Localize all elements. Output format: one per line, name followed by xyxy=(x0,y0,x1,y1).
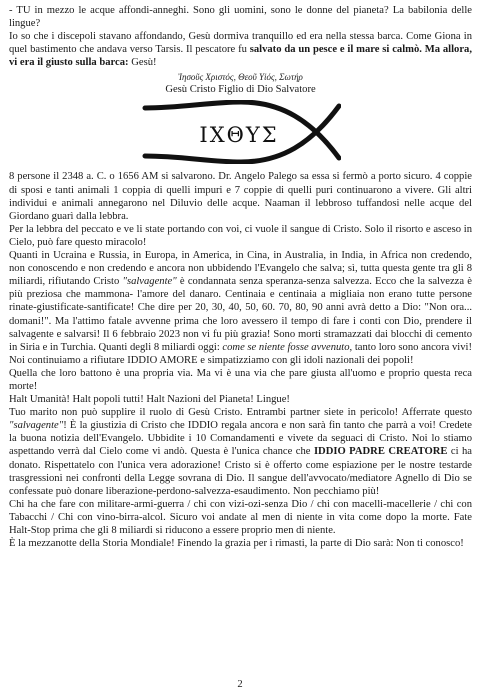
paragraph-way: Quella che loro battono è una propria via. Ma vi è una via che pare giusta all'uomo e proprio questa reca morte! xyxy=(9,367,472,392)
paragraph-partner xyxy=(9,406,472,498)
paragraph-partner-a: Tuo marito non può supplire il ruolo di Gesù Cristo. Entrambi partner siete in pericolo! Afferrate questo xyxy=(9,407,472,419)
paragraph-world-c: , tanto loro sono ancora vivi! Noi continuiamo a rifiutare IDDIO AMORE e simpatizziamo con gli idoli nazionali dei popoli! xyxy=(9,341,472,366)
paragraph-vices: Chi ha che fare con militare-armi-guerra / chi con vizi-ozi-senza Dio / chi con macelli-macellerie / chi con Tabacchi / Chi con vino-birra-alcol. Sicuro voi andate al men di niente in vita come dopo la morte. Fate Halt-Stop prima che gli 8 miliardi si riducono a essere proprio men di niente. xyxy=(9,498,472,536)
paragraph-jonah-bold: salvato da un pesce e il mare si calmò. Ma allora, vi era il giusto sulla barca: xyxy=(9,44,472,69)
paragraph-partner-b: ! È la giustizia di Cristo che IDDIO regala ancora e non sarà fin tanto che parrà a voi! Credete la buona notizia dell'Evangelo. Ubbidite i 10 Comandamenti e vivete da seguaci di Cristo. Noi lo stiamo aspettando verrà dal Cielo come vi andò. Questa è l'unica chance che xyxy=(9,420,472,458)
page-number: 2 xyxy=(237,679,243,690)
paragraph-jonah-end: Gesù! xyxy=(128,57,157,69)
paragraph-partner-em: "salvagente" xyxy=(9,420,64,432)
greek-inscription: Ἰησοῦς Χριστός, Θεοῦ Υἱός, Σωτήρ xyxy=(178,72,303,83)
paragraph-halt: Halt Umanità! Halt popoli tutti! Halt Nazioni del Pianeta! Lingue! xyxy=(9,394,290,406)
paragraph-jonah-text: Io so che i discepoli stavano affondando, Gesù dormiva tranquillo ed era nella stessa barca. Come Giona in quel bastimento che andava verso Tarsis. Il pescatore fu xyxy=(9,31,472,56)
paragraph-midnight: È la mezzanotte della Storia Mondiale! Finendo la grazia per i rimasti, la parte di Dio sarà: Non ti conosco! xyxy=(9,538,464,550)
paragraph-world-a: Quanti in Ucraina e Russia, in Europa, in America, in Cina, in Australia, in India, in Africa non credendo, non conoscendo e non credendo e ancora non ubbidendo l'Evangelo che salva; sì, tutta questa gente tra gli 8 miliardi, rifiutando Cristo xyxy=(9,250,472,288)
paragraph-world-b: è condannata senza speranza-senza salvezza. Ecco che la salvezza è più preziosa che mammona- l'amore del danaro. Centinaia e centinaia a migliaia non erano tutte persone rinate-giustificate-santificate! Che dire per 20, 30, 40, 50, 60. 70, 80, 90 anni avrà detto a Dio: "Non ora... domani!". Ma l'attimo fatale avvenne prima che loro avessero il tempo di fare i conti con Dio, prendere il salvagente e salvarsi! Il 6 febbraio 2023 non vi fu più grazia! Sono morti stramazzati dai blocchi di cemento in Siria e in Turchia. Quanti degli 8 miliardi oggi: xyxy=(9,276,472,353)
paragraph-flood: 8 persone il 2348 a. C. o 1656 AM si salvarono. Dr. Angelo Palego sa essa si fermò a porto sicuro. 4 coppie di sposi e tanti animali 1 coppia di quelli impuri e 7 coppie di quelli puri continuarono a vivere. Gli altri individui e animali annegarono nel Diluvio delle acque. Naaman il lebbroso tuffandosi nelle acque del Giordano guarì dalla lebbra. xyxy=(9,171,472,222)
ichthys-fish-icon xyxy=(141,100,341,164)
paragraph-leprosy: Per la lebbra del peccato e ve li state portando con voi, ci vuole il sangue di Cristo. Solo il risorto e asceso in Cielo, può fare questo miracolo! xyxy=(9,223,472,248)
paragraph-world-em2: come se niente fosse avvenuto xyxy=(222,341,350,353)
paragraph-partner-c: ci ha donato. Rispettatelo con l'unica vera adorazione! Cristo si è offerto come espiazione per le nostre testarde trasgressioni nei confronti della Legge sovrana di Dio. Il sangue dell'avvocato/mediatore Agnello di Dio se confessate può donare liberazione-perdono-salvezza-esaudimento. Non pecchiamo più! xyxy=(9,446,472,497)
paragraph-world-em1: "salvagente" xyxy=(122,276,177,288)
ichthys-label: ΙΧΘΥΣ xyxy=(198,123,279,148)
paragraph-world xyxy=(9,249,472,367)
paragraph-jonah xyxy=(9,30,472,69)
paragraph-partner-bold: IDDIO PADRE CREATORE xyxy=(313,446,448,458)
paragraph-intro: - TU in mezzo le acque affondi-anneghi. Sono gli uomini, sono le donne del pianeta? La babilonia delle lingue? xyxy=(9,5,472,30)
greek-translation: Gesù Cristo Figlio di Dio Salvatore xyxy=(165,84,316,96)
